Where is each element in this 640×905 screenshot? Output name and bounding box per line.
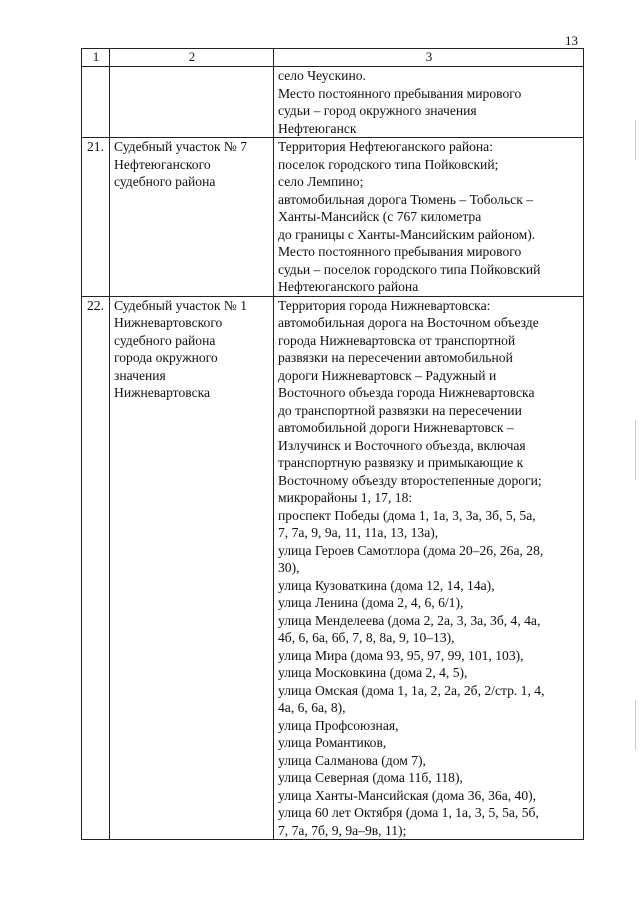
territory-line: Территория города Нижневартовска: (278, 297, 491, 313)
court-district-name-line: Нижневартовска (114, 385, 211, 400)
row-number-cell: 22. (82, 296, 110, 840)
territory-line: село Лемпино; (278, 174, 364, 189)
territory-line: Восточного объезда города Нижневартовска (278, 385, 535, 400)
territory-cell (274, 296, 584, 840)
territory-line: улица Ханты-Мансийская (дома 36, 36а, 40), (278, 787, 537, 803)
territory-line: Территория Нефтеюганского района: (278, 139, 493, 154)
table-row (82, 296, 584, 840)
territory-line: 4б, 6, 6а, 6б, 7, 8, 8а, 9, 10–13), (278, 630, 455, 645)
court-district-name-cell (110, 67, 274, 138)
territory-line: улица Героев Самотлора (дома 20–26, 26а, 28, (278, 542, 544, 558)
territory-line: улица Омская (дома 1, 1а, 2, 2а, 2б, 2/стр. 1, 4, (278, 682, 545, 698)
court-district-name-cell (110, 138, 274, 297)
territory-line: улица Северная (дома 11б, 118), (278, 770, 463, 785)
territory-line: улица Профсоюзная, (278, 717, 399, 733)
territory-line: автомобильной дороги Нижневартовск – (278, 420, 514, 435)
header-cell-3: 3 (274, 49, 584, 67)
court-district-name-line: судебного района (114, 332, 216, 348)
table-row (82, 138, 584, 297)
court-district-name-line: города окружного (114, 350, 218, 365)
page-number: 13 (565, 33, 578, 48)
scan-edge-mark (635, 420, 636, 480)
territory-line: Нефтеюганск (278, 120, 357, 136)
territory-line: Излучинск и Восточного объезда, включая (278, 437, 526, 453)
scan-edge-mark (635, 120, 636, 160)
territory-line: улица Московкина (дома 2, 4, 5), (278, 665, 468, 680)
territory-line: улица Романтиков, (278, 735, 387, 750)
court-district-name-line: значения (114, 367, 166, 383)
court-district-name-line: Нижневартовского (114, 315, 223, 330)
territory-line: село Чеускино. (278, 68, 366, 83)
territory-line: до транспортной развязки на пересечении (278, 402, 522, 418)
header-cell-2: 2 (110, 49, 274, 67)
territory-line: проспект Победы (дома 1, 1а, 3, 3а, 3б, 5, 5а, (278, 507, 536, 523)
territory-line: Нефтеюганского района (278, 279, 419, 294)
territory-line: улица Ленина (дома 2, 4, 6, 6/1), (278, 595, 464, 610)
row-number-cell (82, 67, 110, 138)
row-number-cell: 21. (82, 138, 110, 297)
territory-line: улица 60 лет Октября (дома 1, 1а, 3, 5, 5а, 5б, (278, 805, 539, 820)
table-row (82, 67, 584, 138)
territory-line: дороги Нижневартовск – Радужный и (278, 367, 497, 383)
territory-line: 4а, 6, 6а, 8), (278, 700, 346, 715)
territory-line: города Нижневартовска от транспортной (278, 332, 516, 348)
territory-line: автомобильная дорога Тюмень – Тобольск – (278, 191, 533, 207)
territory-line: поселок городского типа Пойковский; (278, 156, 499, 172)
territory-line: Восточному объезду второстепенные дороги; (278, 472, 542, 488)
territory-line: автомобильная дорога на Восточном объезде (278, 315, 539, 330)
court-district-name-line: Нефтеюганского (114, 156, 211, 172)
territory-line: улица Менделеева (дома 2, 2а, 3, 3а, 3б, 4, 4а, (278, 612, 541, 628)
territory-line: Место постоянного пребывания мирового (278, 244, 522, 259)
territory-line: развязки на пересечении автомобильной (278, 350, 513, 365)
territory-line: 7, 7а, 7б, 9, 9а–9в, 11); (278, 822, 407, 838)
court-districts-table (81, 48, 584, 840)
territory-line: 30), (278, 560, 300, 575)
territory-line: микрорайоны 1, 17, 18: (278, 490, 413, 505)
territory-line: Место постоянного пребывания мирового (278, 85, 522, 101)
table-header-row (82, 49, 584, 67)
territory-line: Ханты-Мансийск (с 767 километра (278, 209, 482, 224)
header-cell-1: 1 (82, 49, 110, 67)
scan-edge-mark (635, 700, 636, 750)
territory-line: улица Салманова (дом 7), (278, 752, 426, 768)
territory-line: судьи – поселок городского типа Пойковский (278, 261, 541, 277)
court-district-name-line: Судебный участок № 7 (114, 139, 248, 154)
territory-line: до границы с Ханты-Мансийским районом). (278, 226, 536, 242)
territory-cell (274, 67, 584, 138)
territory-cell (274, 138, 584, 297)
court-district-name-line: Судебный участок № 1 (114, 297, 248, 313)
territory-line: улица Кузоваткина (дома 12, 14, 14а), (278, 577, 495, 593)
court-district-name-cell (110, 296, 274, 840)
territory-line: судьи – город окружного значения (278, 103, 477, 118)
territory-line: улица Мира (дома 93, 95, 97, 99, 101, 103), (278, 647, 524, 663)
territory-line: 7, 7а, 9, 9а, 11, 11а, 13, 13а), (278, 525, 439, 540)
court-district-name-line: судебного района (114, 174, 216, 189)
territory-line: транспортную развязку и примыкающие к (278, 455, 524, 470)
